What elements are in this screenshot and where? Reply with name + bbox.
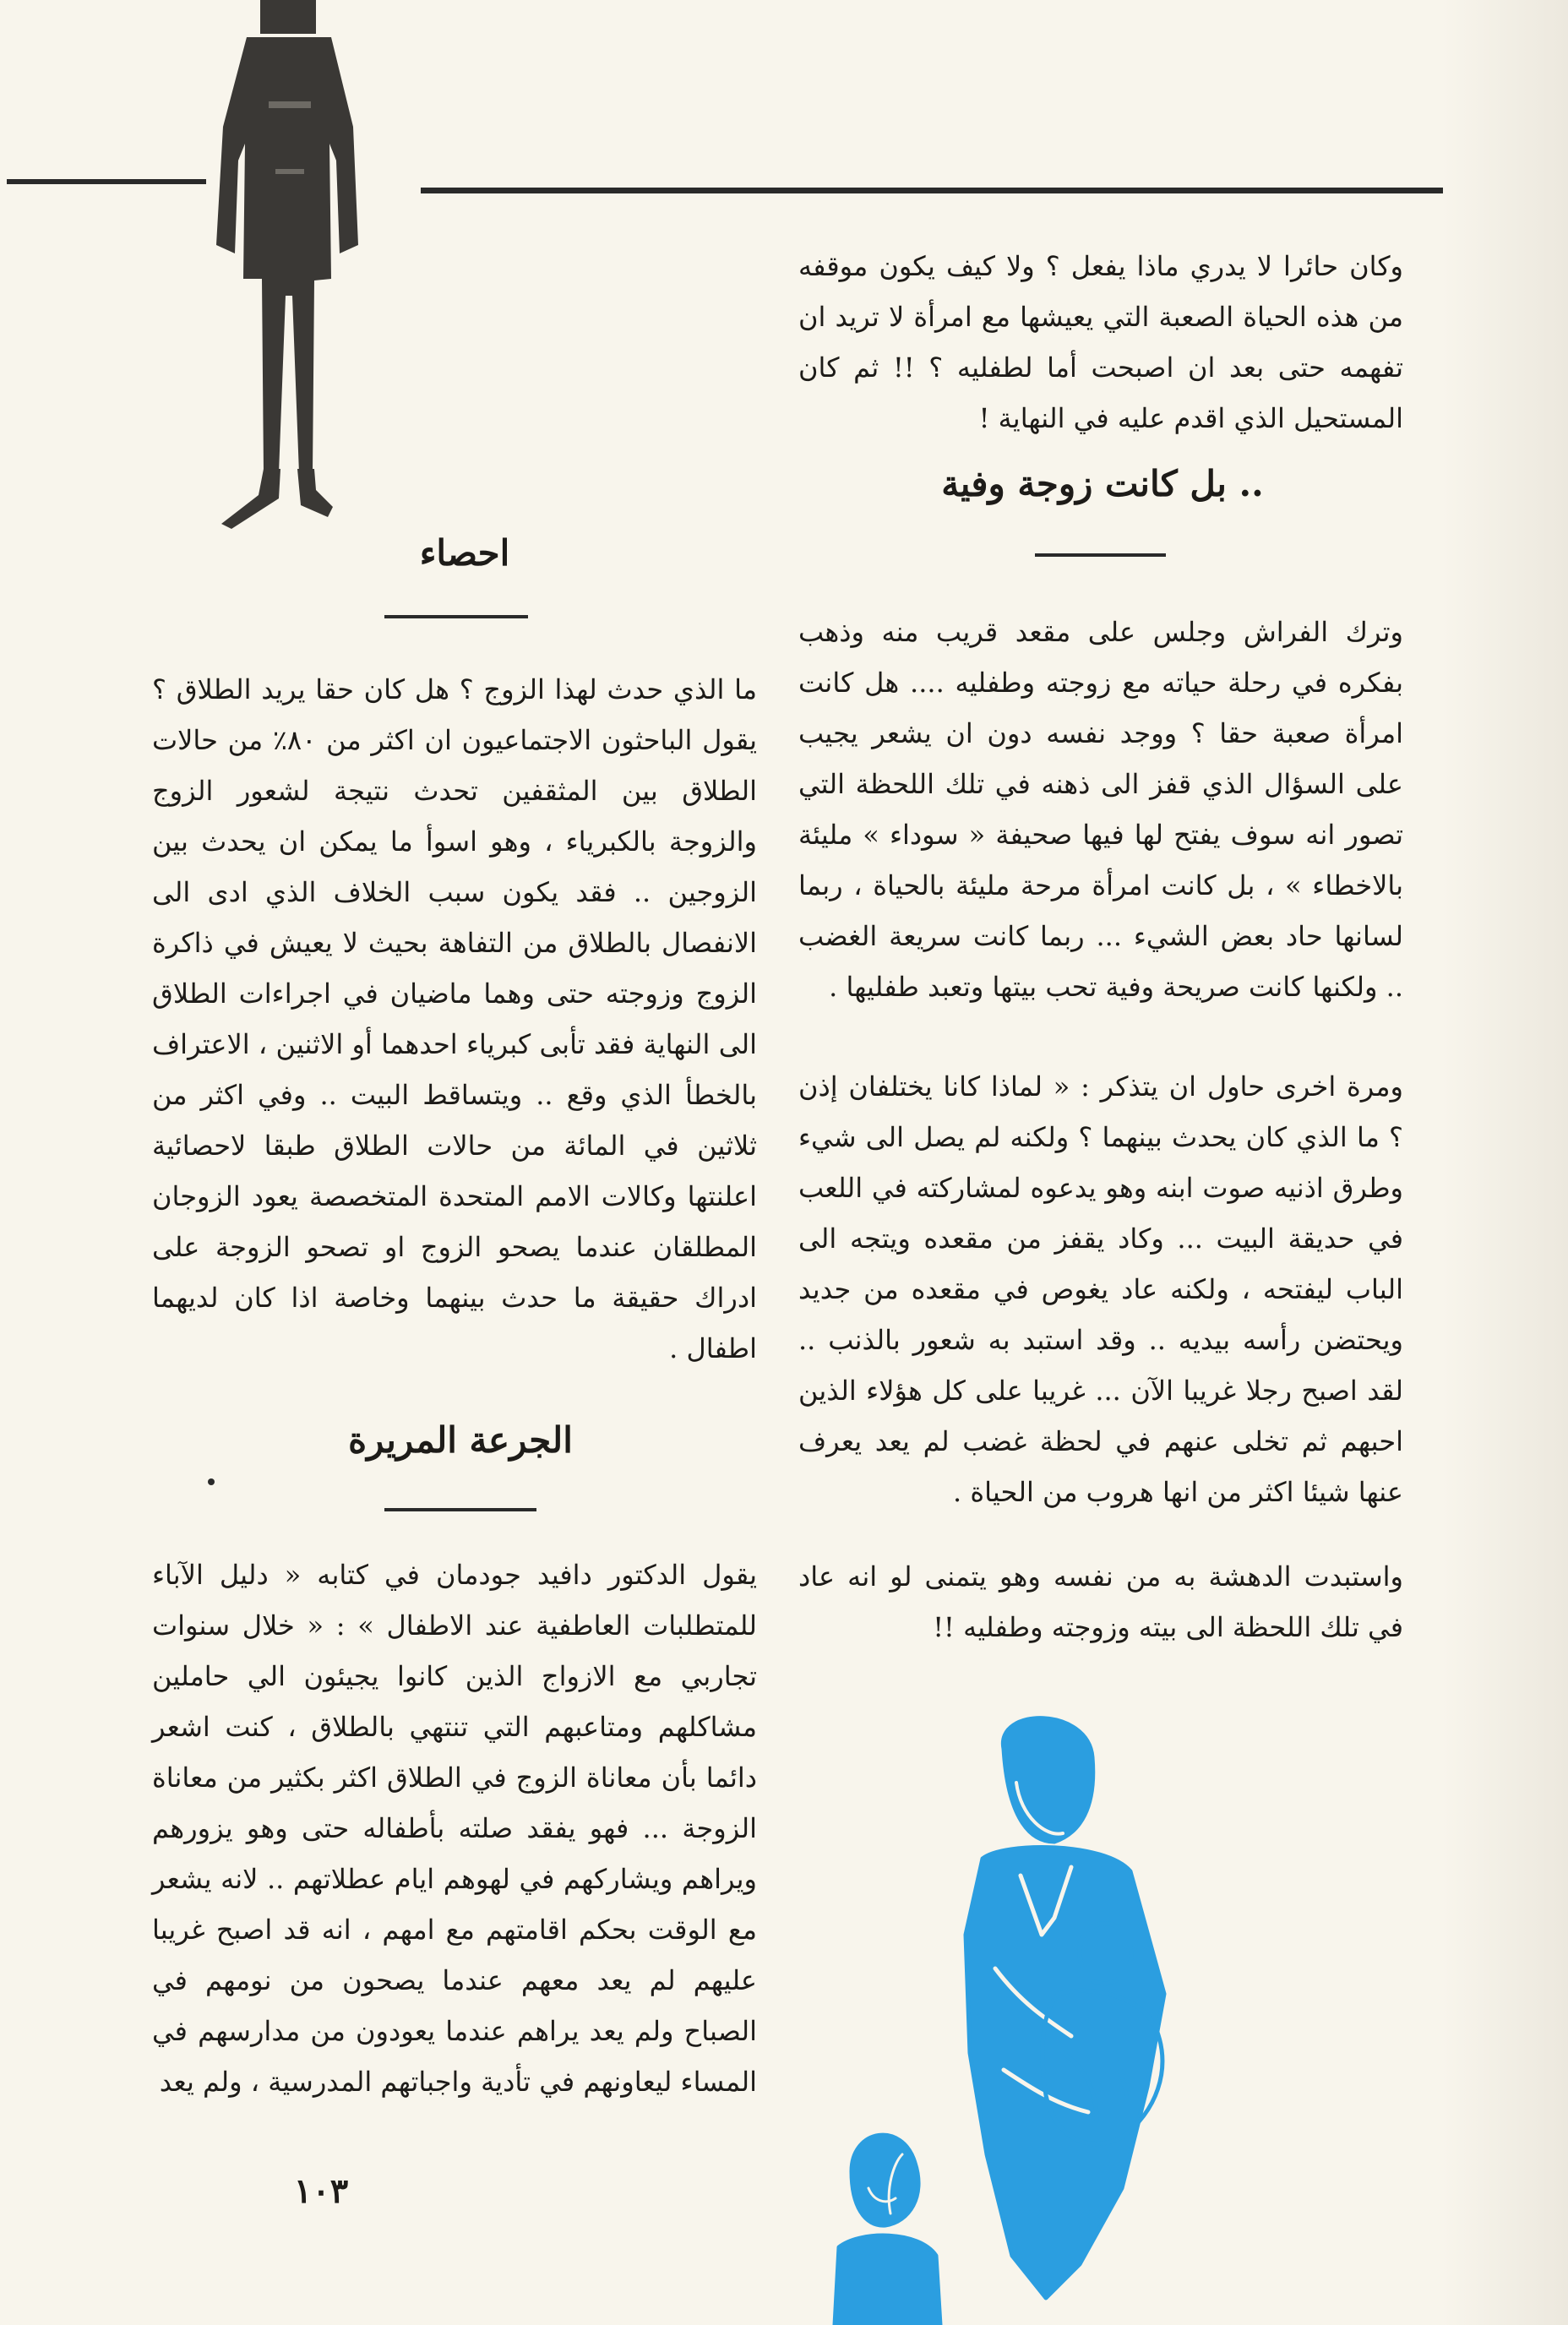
top-rule-left [7,179,206,184]
standing-man-illustration [188,0,387,534]
page-edge-shadow [1441,0,1568,2325]
right-heading-faithful-wife: .. بل كانت زوجة وفية [941,463,1264,504]
left-paragraph-1: ما الذي حدث لهذا الزوج ؟ هل كان حقا يريد الطلاق ؟ يقول الباحثون الاجتماعيون ان اكثر من ٨٠٪ من حالات الطلاق بين المثقفين تحدث نتيجة لشعور الزوج والزوجة بالكبرياء ، وهو اسوأ ما يمكن ان يحدث بين الزوجين .. فقد يكون سبب الخلاف الذي ادى الى الانفصال بالطلاق من التفاهة بحيث لا يعيش في ذاكرة الزوج وزوجته حتى وهما ماضيان في اجراءات الطلاق الى النهاية فقد تأبى كبرياء احدهما أو الاثنين ، الاعتراف بالخطأ الذي وقع .. ويتساقط البيت .. وفي اكثر من ثلاثين في المائة من حالات الطلاق طبقا لاحصائية اعلنتها وكالات الامم المتحدة المتخصصة يعود الزوجان المطلقان عندما يصحو الزوج او تصحو الزوجة على ادراك حقيقة ما حدث بينهما وخاصة اذا كان لديهما اطفال . [152,673,758,1364]
right-column-body [798,607,1403,1653]
top-rule-right [421,188,1443,193]
left-heading-rule-2 [384,1508,536,1511]
right-intro-paragraph: وكان حائرا لا يدري ماذا يفعل ؟ ولا كيف يكون موقفه من هذه الحياة الصعبة التي يعيشها مع امرأة لا تريد ان تفهمه حتى بعد ان اصبحت أما لطفليه ؟ !! ثم كان المستحيل الذي اقدم عليه في النهاية ! [798,250,1404,434]
page-number: ١٠٣ [293,2171,349,2211]
left-column-body-2 [152,1549,757,2107]
right-paragraph-2: ومرة اخرى حاول ان يتذكر : « لماذا كانا يختلفان إذن ؟ ما الذي كان يحدث بينهما ؟ ولكنه لم يصل الى شيء وطرق اذنيه صوت ابنه وهو يدعوه لمشاركته في اللعب في حديقة البيت ... وكاد يقفز من مقعده ويتجه الى الباب ليفتحه ، ولكنه عاد يغوص في مقعده من جديد ويحتضن رأسه بيديه .. وقد استبد به شعور بالذنب .. لقد اصبح رجلا غريبا الآن ... غريبا على كل هؤلاء الذين احبهم ثم تخلى عنهم في لحظة غضب لم يعد يعرف عنها شيئا اكثر من انها هروب من الحياة . [798,1070,1404,1508]
mother-with-children-illustration [801,1715,1333,2325]
right-paragraph-1: وترك الفراش وجلس على مقعد قريب منه وذهب بفكره في رحلة حياته مع زوجته وطفليه .... هل كانت امرأة صعبة حقا ؟ ووجد نفسه دون ان يشعر يجيب على السؤال الذي قفز الى ذهنه في تلك اللحظة التي تصور انه سوف يفتح لها فيها صحيفة « سوداء » مليئة بالاخطاء » ، بل كانت امرأة مرحة مليئة بالحياة ، ربما لسانها حاد بعض الشيء ... ربما كانت سريعة الغضب .. ولكنها كانت صريحة وفية تحب بيتها وتعبد طفليها . [798,616,1404,1003]
right-paragraph-3: واستبدت الدهشة به من نفسه وهو يتمنى لو انه عاد في تلك اللحظة الى بيته وزوجته وطفليه !! [798,1560,1403,1643]
left-heading-bitter-dose: الجرعة المريرة [348,1419,573,1461]
left-heading-rule-1 [384,615,528,618]
left-heading-statistics: احصاء [419,532,510,574]
right-column-intro [798,241,1403,444]
bullet-dot [208,1478,215,1485]
left-paragraph-2: يقول الدكتور دافيد جودمان في كتابه « دليل الآباء للمتطلبات العاطفية عند الاطفال » : « خلال سنوات تجاربي مع الازواج الذين كانوا يجيئون الي حاملين مشاكلهم ومتاعبهم التي تنتهي بالطلاق ، كنت اشعر دائما بأن معاناة الزوج في الطلاق اكثر بكثير من معاناة الزوجة ... فهو يفقد صلته بأطفاله حتى وهو يزورهم ويراهم ويشاركهم في لهوهم ايام عطلاتهم .. لانه يشعر مع الوقت بحكم اقامتهم مع امهم ، انه قد اصبح غريبا عليهم لم يعد معهم عندما يصحون من نومهم في الصباح ولم يعد يراهم عندما يعودون من مدارسهم في المساء ليعاونهم في تأدية واجباتهم المدرسية ، ولم يعد [152,1559,758,2098]
right-heading-rule [1035,553,1166,557]
left-column-body-1 [152,664,757,1374]
